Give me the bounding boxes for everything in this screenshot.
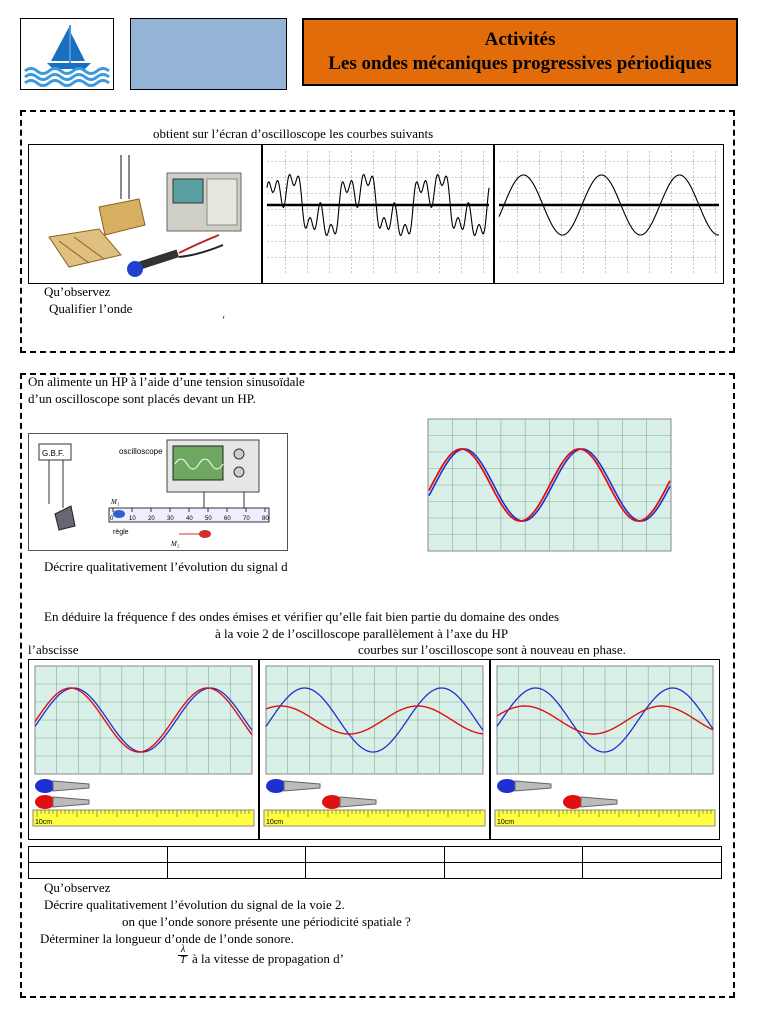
question-decrire: Décrire qualitativement l’évolution du signal d: [44, 559, 288, 574]
m2-label: M₂: [171, 540, 180, 548]
oscilloscope-label: oscilloscope: [119, 447, 163, 456]
microphone-m1-icon: [497, 779, 517, 793]
oscillogram-complex-panel: [262, 144, 494, 284]
ruler-label: 10cm: [35, 819, 53, 826]
title-line-2: Les ondes mécaniques progressives périodiques: [328, 53, 712, 74]
table-row: [29, 863, 722, 879]
gbf-label: G.B.F.: [42, 449, 65, 458]
fraction-numerator: λ: [178, 945, 188, 956]
table-cell[interactable]: [306, 847, 445, 863]
ruler-label: 10cm: [497, 819, 515, 826]
ruler-tick-label: 70: [243, 516, 250, 522]
scope-big-svg: [427, 418, 672, 552]
table-row: [29, 847, 722, 863]
ruler-tick-label: 80: [262, 516, 269, 522]
table-cell[interactable]: [444, 863, 583, 879]
microphone-m1-icon: [266, 779, 286, 793]
m1-label: M₁: [111, 498, 120, 506]
sailboat-icon: [21, 19, 113, 89]
section2-line-2: d’un oscilloscope sont placés devant un HP.: [28, 391, 256, 406]
table-cell[interactable]: [167, 847, 306, 863]
section1-intro: obtient sur l’écran d’oscilloscope les courbes suivants: [153, 126, 434, 141]
question-periodicite: on que l’onde sonore présente une périodicité spatiale ?: [122, 914, 411, 929]
title-box: [302, 18, 738, 86]
section2-line-1: On alimente un HP à l’aide d’une tension sinusoïdale: [28, 374, 305, 389]
section1-mark: ‘: [222, 315, 226, 326]
measurement-2-svg: [260, 660, 489, 839]
microphone-body: [581, 797, 617, 807]
section1-question-observez: Qu’observez: [44, 284, 111, 299]
table-cell[interactable]: [583, 863, 722, 879]
measurement-panel-1: [28, 659, 259, 840]
microphone-body: [53, 797, 89, 807]
ruler: [495, 810, 715, 826]
answer-table: [28, 846, 722, 879]
table-cell[interactable]: [444, 847, 583, 863]
microphone-m1-icon: [35, 779, 55, 793]
scope-big: [427, 418, 672, 552]
ruler-label: 10cm: [266, 819, 284, 826]
photo-panel: [28, 144, 262, 284]
ruler-tick-label: 40: [186, 516, 193, 522]
speaker-icon: [55, 506, 75, 530]
question-longueur: Déterminer la longueur d’onde de l’onde sonore.: [40, 931, 294, 946]
line-voie2: à la voie 2 de l’oscilloscope parallèlement à l’axe du HP: [215, 626, 509, 641]
blank-blue-box: [130, 18, 287, 90]
experiment-diagram-svg: [29, 434, 287, 550]
ruler-tick-label: 20: [148, 516, 155, 522]
fraction-denominator: T: [180, 955, 186, 966]
oscillogram-sine-panel: [494, 144, 724, 284]
question-voie2: Décrire qualitativement l’évolution du signal de la voie 2.: [44, 897, 345, 912]
ruler-tick-label: 0: [110, 516, 114, 522]
table-cell[interactable]: [306, 863, 445, 879]
question-observez-2: Qu’observez: [44, 880, 111, 895]
measurement-panel-3: [490, 659, 720, 840]
line-phase: courbes sur l’oscilloscope sont à nouveau en phase.: [358, 642, 626, 657]
regle-label: règle: [113, 529, 129, 536]
microphone-body: [53, 781, 89, 791]
title-line-1: Activités: [484, 29, 556, 50]
ruler-tick-label: 10: [129, 516, 136, 522]
experiment-diagram: [28, 433, 288, 551]
table-cell[interactable]: [167, 863, 306, 879]
ruler-tick-label: 60: [224, 516, 231, 522]
microphone-m2-icon: [35, 795, 55, 809]
ruler-tick-label: 30: [167, 516, 174, 522]
oscillogram-sine: [495, 145, 723, 283]
microphone-m2-icon: [322, 795, 342, 809]
table-cell[interactable]: [29, 847, 168, 863]
measurement-1-svg: [29, 660, 258, 839]
logo-sailboat: [20, 18, 114, 90]
table-cell[interactable]: [583, 847, 722, 863]
microphone-body: [515, 781, 551, 791]
measurement-panel-2: [259, 659, 490, 840]
section1-question-qualifier: Qualifier l’onde: [49, 301, 133, 316]
fraction-lambda-over-t: [178, 945, 188, 966]
ruler-tick-label: 50: [205, 516, 212, 522]
measurement-3-svg: [491, 660, 719, 839]
line-abscisse: l’abscisse: [28, 642, 79, 657]
oscillogram-complex: [263, 145, 493, 283]
microphone-body: [284, 781, 320, 791]
question-vitesse: à la vitesse de propagation d’: [192, 951, 344, 966]
microphone-body: [340, 797, 376, 807]
oscilloscope-photo-icon: [29, 145, 261, 283]
question-deduire: En déduire la fréquence f des ondes émises et vérifier qu’elle fait bien partie du domaine des ondes: [44, 609, 560, 624]
microphone-m2-icon: [563, 795, 583, 809]
table-cell[interactable]: [29, 863, 168, 879]
